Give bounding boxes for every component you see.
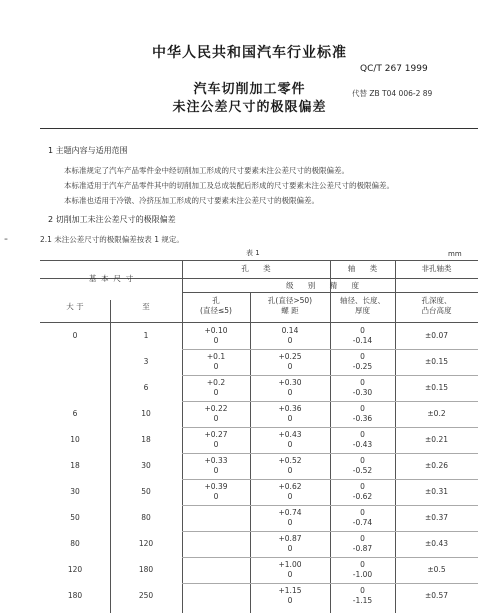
row-divider [182,349,478,350]
header-depth-height: 孔深度、 凸台高度 [421,296,452,315]
header-hole: 孔 类 [241,264,271,273]
margin-mark: - [4,232,8,245]
table-cell-hole-a: +0.10 0 [204,326,228,345]
table-cell-le: 50 [141,487,151,496]
table-cell-hole-a: +0.39 0 [204,482,228,501]
table-cell-gt: 18 [70,461,80,470]
table-cell-le: 18 [141,435,151,444]
section1-heading: 1 主题内容与适用范围 [48,146,128,155]
table-cell-other: ±0.57 [425,591,448,600]
table-cell-hole-b: +0.74 0 [278,508,302,527]
table-cell-shaft: 0 -0.74 [352,508,373,527]
header-greater-than: 大 于 [66,302,84,311]
table-cell-hole-b: +1.15 0 [278,586,302,605]
table-cell-shaft: 0 -0.87 [352,534,373,553]
row-divider [182,583,478,584]
table-cell-other: ±0.15 [425,383,448,392]
table-cell-shaft: 0 -0.30 [352,378,373,397]
table-cell-shaft: 0 -0.62 [352,482,373,501]
table-cell-hole-b: +0.52 0 [278,456,302,475]
table-cell-hole-b: +1.00 0 [278,560,302,579]
table-cell-other: ±0.43 [425,539,448,548]
table-cell-le: 10 [141,409,151,418]
table-cell-le: 250 [138,591,154,600]
table-cell-gt: 10 [70,435,80,444]
section1-para3: 本标准也适用于冷镦、冷挤压加工形成的尺寸要素未注公差尺寸的极限偏差。 [64,196,319,205]
row-divider [182,531,478,532]
table-cell-other: ±0.15 [425,357,448,366]
row-divider [182,453,478,454]
table-cell-hole-b: +0.30 0 [278,378,302,397]
table-cell-gt: 120 [67,565,83,574]
table-cell-hole-a: +0.33 0 [204,456,228,475]
section1-para2: 本标准适用于汽车产品零件其中的切削加工及总成装配后形成的尺寸要素未注公差尺寸的极限偏差。 [64,181,394,190]
table-unit: mm [448,250,462,258]
header-hole-large: 孔(直径>50) 螺 距 [267,296,313,315]
document-title-line1: 汽车切削加工零件 [193,82,306,97]
table-cell-gt: 180 [67,591,83,600]
table-cell-hole-b: +0.43 0 [278,430,302,449]
document-title-line2: 未注公差尺寸的极限偏差 [172,100,327,115]
header-classification: 级 别 精 度 [286,281,359,290]
table-cell-other: ±0.2 [427,409,446,418]
table-cell-hole-b: +0.87 0 [278,534,302,553]
section2-1-text: 2.1 未注公差尺寸的极限偏差按表 1 规定。 [40,235,184,244]
table-cell-other: ±0.21 [425,435,448,444]
header-title: 中华人民共和国汽车行业标准 [152,45,347,61]
row-divider [182,401,478,402]
table-cell-other: ±0.26 [425,461,448,470]
table-cell-gt: 6 [72,409,78,418]
replaces-note: 代替 ZB T04 006-2 89 [352,89,433,98]
header-hole-small: 孔 (直径≤5) [200,296,232,315]
header-shaft: 轴 类 [347,264,378,273]
table-cell-other: ±0.37 [425,513,448,522]
table-cell-hole-b: +0.36 0 [278,404,302,423]
table-cell-gt: 0 [72,331,78,340]
table-top-rule [40,260,478,261]
table-caption: 表 1 [246,249,260,257]
row-divider [182,557,478,558]
table-cell-le: 180 [138,565,154,574]
table-cell-shaft: 0 -0.36 [352,404,373,423]
table-cell-gt: 50 [70,513,80,522]
table-cell-shaft: 0 -0.52 [352,456,373,475]
table-header-rule-3 [40,322,478,323]
table-cell-hole-a: +0.1 0 [206,352,226,371]
table-cell-le: 80 [141,513,151,522]
table-cell-hole-b: 0.14 0 [281,326,299,345]
table-cell-shaft: 0 -0.43 [352,430,373,449]
table-cell-le: 3 [143,357,149,366]
table-cell-le: 1 [143,331,149,340]
table-cell-hole-a: +0.27 0 [204,430,228,449]
row-divider [182,505,478,506]
header-up-to: 至 [142,302,150,311]
row-divider [182,479,478,480]
table-cell-other: ±0.5 [427,565,446,574]
row-divider [182,375,478,376]
table-cell-shaft: 0 -0.25 [352,352,373,371]
standard-number: QC/T 267 1999 [360,64,428,74]
table-cell-shaft: 0 -1.15 [352,586,373,605]
table-cell-shaft: 0 -0.14 [352,326,373,345]
header-non-hole-shaft: 非孔轴类 [421,264,452,273]
table-cell-other: ±0.07 [425,331,448,340]
section2-heading: 2 切削加工未注公差尺寸的极限偏差 [48,215,176,224]
table-cell-gt: 80 [70,539,80,548]
header-rule [40,128,478,129]
table-cell-shaft: 0 -1.00 [352,560,373,579]
table-cell-other: ±0.31 [425,487,448,496]
table-cell-hole-b: +0.62 0 [278,482,302,501]
table-cell-le: 6 [143,383,149,392]
header-shaft-dims: 轴径、长度、 厚度 [340,296,385,315]
row-divider [182,427,478,428]
table-cell-le: 120 [138,539,154,548]
table-cell-hole-a: +0.22 0 [204,404,228,423]
table-cell-hole-a: +0.2 0 [206,378,226,397]
header-basic-size: 基 本 尺 寸 [88,274,134,283]
section1-para1: 本标准规定了汽车产品零件金中经切削加工形成的尺寸要素未注公差尺寸的极限偏差。 [64,166,349,175]
table-cell-hole-b: +0.25 0 [278,352,302,371]
table-cell-le: 30 [141,461,151,470]
table-cell-gt: 30 [70,487,80,496]
